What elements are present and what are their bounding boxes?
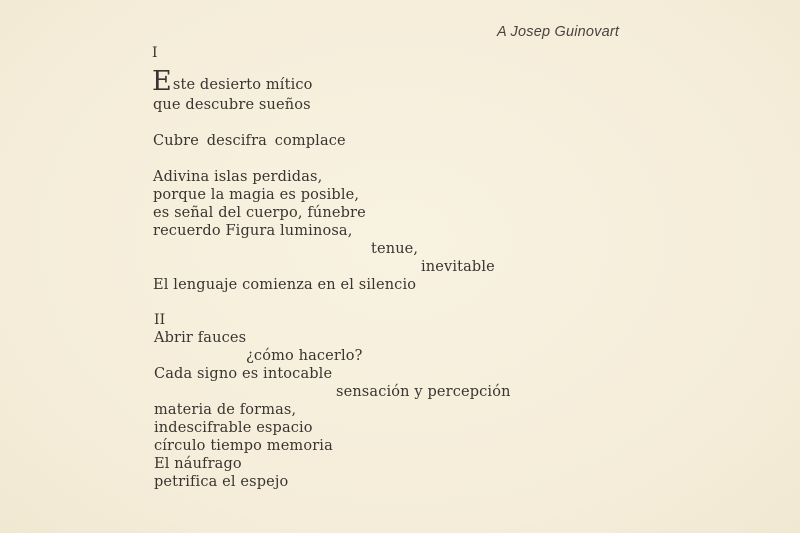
poem-line: es señal del cuerpo, fúnebre [153,205,366,221]
poem-line: círculo tiempo memoria [154,438,333,454]
poem-line: Adivina islas perdidas, [153,169,323,185]
poem-line: El lenguaje comienza en el silencio [153,277,417,293]
dedication: A Josep Guinovart [497,24,620,40]
drop-cap: E [152,66,172,97]
poem-line: inevitable [421,259,495,275]
poem-line: petrifica el espejo [154,474,289,490]
poem-line: tenue, [371,241,419,257]
poem-line: Cubre descifra complace [153,133,346,149]
section-numeral-2: II [154,312,166,328]
poem-line: que descubre sueños [153,97,311,113]
poem-line: Abrir fauces [154,330,247,346]
poem-line: ¿cómo hacerlo? [246,348,363,364]
poem-line-1-text: ste desierto mítico [172,77,313,93]
poem-line: recuerdo Figura luminosa, [153,223,353,239]
section-numeral-1: I [152,45,158,61]
poem-line: porque la magia es posible, [153,187,360,203]
poem-line: El náufrago [154,456,242,472]
poem-line: sensación y percepción [336,384,511,400]
poem-line: Cada signo es intocable [154,366,333,382]
poem-line-1 [152,66,313,97]
poem-line: materia de formas, [154,402,297,418]
poem-line: indescifrable espacio [154,420,313,436]
